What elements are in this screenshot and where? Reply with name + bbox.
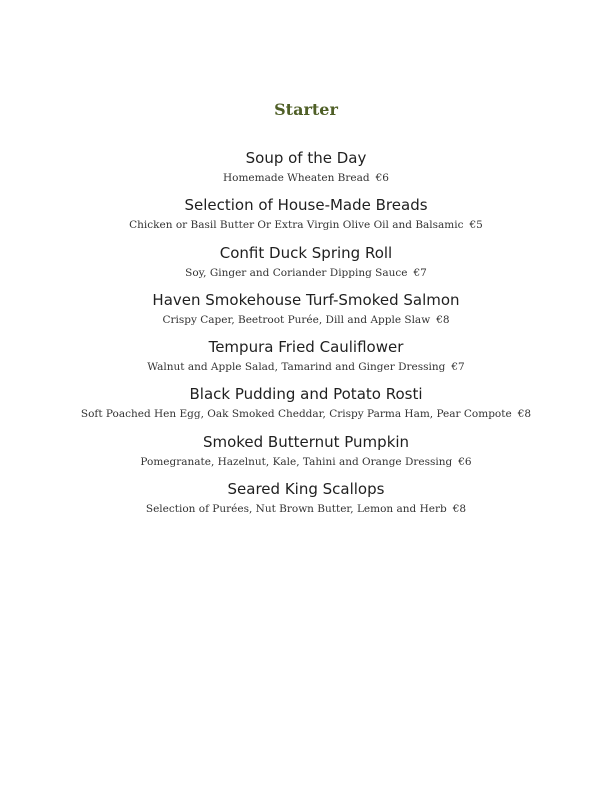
item-name: Seared King Scallops — [227, 480, 385, 499]
menu-list — [0, 146, 612, 524]
item-name: Smoked Butternut Pumpkin — [202, 432, 410, 451]
item-description-line — [0, 170, 612, 187]
item-name: Black Pudding and Potato Rosti — [189, 385, 423, 404]
item-description-line — [0, 312, 612, 329]
menu-item-black-pudding-rosti — [0, 382, 612, 429]
item-description-line — [0, 406, 612, 423]
item-description: Chicken or Basil Butter Or Extra Virgin Olive Oil and Balsamic — [129, 219, 464, 232]
item-description-line — [0, 265, 612, 282]
item-description: Selection of Purées, Nut Brown Butter, Lemon and Herb — [145, 503, 447, 516]
item-price: €7 — [451, 361, 465, 374]
item-description-line — [0, 217, 612, 234]
item-description: Pomegranate, Hazelnut, Kale, Tahini and Orange Dressing — [140, 455, 453, 468]
item-price: €7 — [413, 266, 427, 279]
menu-item-soup-of-the-day — [0, 146, 612, 193]
item-name: Tempura Fried Cauliflower — [208, 338, 404, 357]
item-description: Soy, Ginger and Coriander Dipping Sauce — [185, 266, 408, 279]
item-description-line — [0, 454, 612, 471]
item-description: Walnut and Apple Salad, Tamarind and Ginger Dressing — [147, 361, 446, 374]
menu-item-house-made-breads — [0, 193, 612, 240]
menu-item-tempura-cauliflower — [0, 335, 612, 382]
item-description: Homemade Wheaten Bread — [222, 172, 370, 184]
item-name: Confit Duck Spring Roll — [219, 243, 393, 262]
section-title: Starter — [274, 100, 338, 119]
item-description-line — [0, 359, 612, 376]
item-name: Selection of House-Made Breads — [184, 196, 428, 215]
item-price: €8 — [452, 503, 467, 516]
item-price: €6 — [375, 172, 389, 184]
menu-item-butternut-pumpkin — [0, 430, 612, 477]
item-price: €5 — [469, 219, 483, 232]
menu-item-confit-duck-spring-roll — [0, 241, 612, 288]
item-price: €8 — [517, 408, 532, 421]
item-name: Soup of the Day — [245, 149, 367, 167]
item-price: €6 — [458, 455, 472, 468]
item-price: €8 — [436, 313, 450, 326]
item-description-line — [0, 501, 612, 518]
menu-item-turf-smoked-salmon — [0, 288, 612, 335]
item-name: Haven Smokehouse Turf-Smoked Salmon — [152, 290, 460, 309]
item-description: Soft Poached Hen Egg, Oak Smoked Cheddar, Crispy Parma Ham, Pear Compote — [80, 408, 512, 421]
item-description: Crispy Caper, Beetroot Purée, Dill and Apple Slaw — [162, 313, 431, 326]
menu-item-seared-king-scallops — [0, 477, 612, 524]
